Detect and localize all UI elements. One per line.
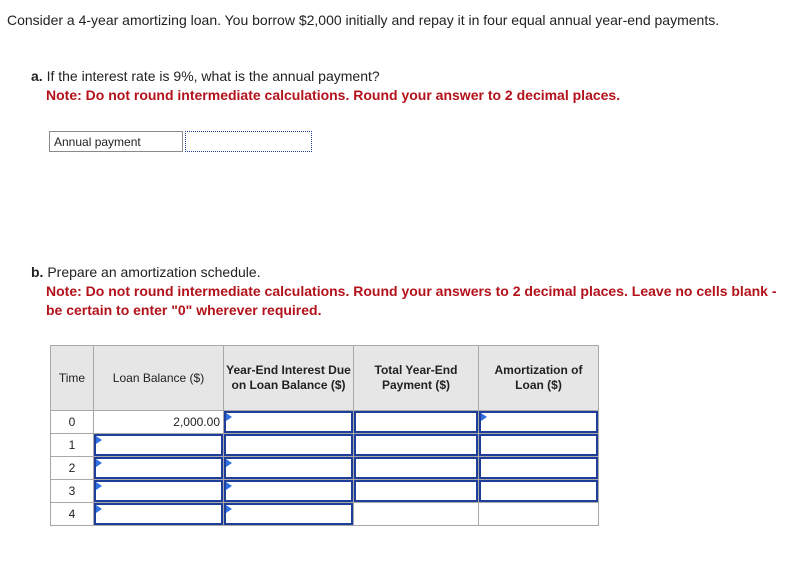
payment-input[interactable]: [354, 434, 479, 457]
amortization-input[interactable]: [479, 434, 599, 457]
cell-marker-icon: [226, 413, 232, 421]
payment-input[interactable]: [354, 480, 479, 503]
balance-input[interactable]: [94, 434, 224, 457]
cell-marker-icon: [226, 505, 232, 513]
header-interest: Year-End Interest Due on Loan Balance ($): [224, 346, 354, 411]
table-row: [51, 457, 599, 480]
amortization-empty: [479, 503, 599, 526]
time-cell: 2: [51, 457, 94, 480]
amortization-input[interactable]: [479, 411, 599, 434]
cell-marker-icon: [96, 482, 102, 490]
balance-value: 2,000.00: [173, 415, 220, 429]
cell-marker-icon: [96, 436, 102, 444]
table-row: [51, 434, 599, 457]
cell-marker-icon: [96, 459, 102, 467]
amortization-table: [50, 345, 599, 526]
part-a-question: If the interest rate is 9%, what is the annual payment?: [46, 68, 380, 84]
time-cell: 3: [51, 480, 94, 503]
cell-marker-icon: [226, 459, 232, 467]
time-cell: 0: [51, 411, 94, 434]
header-time: Time: [51, 346, 94, 411]
balance-input[interactable]: [94, 457, 224, 480]
part-a-label: a.: [31, 68, 43, 84]
time-cell: 1: [51, 434, 94, 457]
table-row: [51, 503, 599, 526]
cell-marker-icon: [481, 413, 487, 421]
cell-marker-icon: [226, 482, 232, 490]
amortization-input[interactable]: [479, 457, 599, 480]
annual-payment-input[interactable]: [185, 131, 312, 152]
payment-input[interactable]: [354, 411, 479, 434]
balance-input[interactable]: [94, 480, 224, 503]
interest-input[interactable]: [224, 503, 354, 526]
part-b-label: b.: [31, 264, 44, 280]
cell-marker-icon: [96, 505, 102, 513]
part-b-note: Note: Do not round intermediate calculations. Round your answers to 2 decimal places. Leave no cells blank - be certain to enter "0" wherever required.: [46, 283, 777, 318]
payment-empty: [354, 503, 479, 526]
header-loan-balance: Loan Balance ($): [94, 346, 224, 411]
part-a: [31, 67, 620, 105]
header-total-payment: Total Year-End Payment ($): [354, 346, 479, 411]
balance-input[interactable]: [94, 503, 224, 526]
payment-input[interactable]: [354, 457, 479, 480]
amortization-input[interactable]: [479, 480, 599, 503]
interest-input[interactable]: [224, 434, 354, 457]
time-cell: 4: [51, 503, 94, 526]
part-b: [31, 263, 791, 320]
part-b-question: Prepare an amortization schedule.: [47, 264, 261, 280]
table-row: [51, 480, 599, 503]
interest-input[interactable]: [224, 457, 354, 480]
annual-payment-row: [49, 131, 183, 152]
problem-intro: Consider a 4-year amortizing loan. You borrow $2,000 initially and repay it in four equal annual year-end payments.: [7, 12, 720, 28]
header-amortization: Amortization of Loan ($): [479, 346, 599, 411]
part-a-note: Note: Do not round intermediate calculations. Round your answer to 2 decimal places.: [46, 87, 621, 103]
balance-cell: [94, 411, 224, 434]
interest-input[interactable]: [224, 480, 354, 503]
annual-payment-label: Annual payment: [49, 131, 183, 152]
interest-input[interactable]: [224, 411, 354, 434]
table-row: [51, 411, 599, 434]
